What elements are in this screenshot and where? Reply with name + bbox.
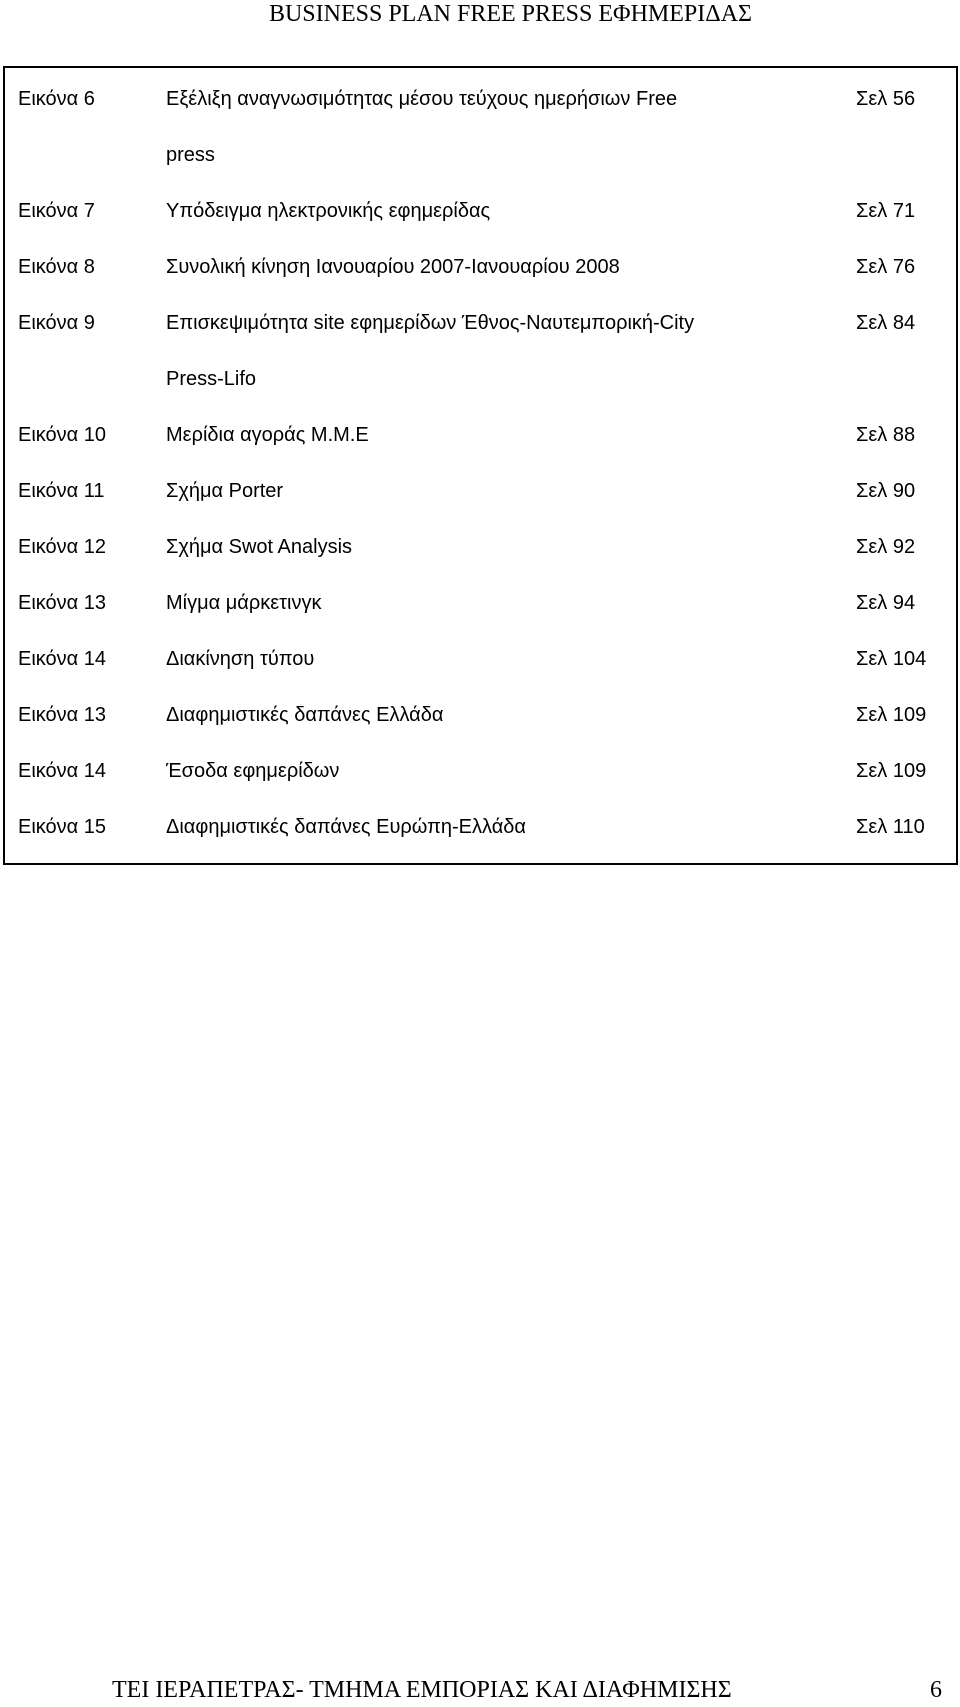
table-row: [4, 67, 957, 183]
figure-label: Εικόνα 11: [18, 480, 105, 502]
figure-title: Διακίνηση τύπου: [166, 648, 315, 670]
table-row: [4, 519, 957, 575]
figure-page: Σελ 92: [856, 536, 916, 558]
figure-label: Εικόνα 6: [18, 88, 95, 110]
figure-title: Μίγμα μάρκετινγκ: [166, 592, 322, 614]
figure-title: Διαφημιστικές δαπάνες Ευρώπη-Ελλάδα: [166, 816, 526, 838]
figure-label: Εικόνα 15: [18, 816, 107, 838]
figure-page: Σελ 84: [856, 312, 916, 334]
running-header: BUSINESS PLAN FREE PRESS ΕΦΗΜΕΡΙΔΑΣ: [268, 1, 752, 27]
figure-label: Εικόνα 14: [18, 760, 107, 782]
table-row: [4, 295, 957, 407]
figure-label: Εικόνα 12: [18, 536, 107, 558]
figure-page: Σελ 94: [856, 592, 916, 614]
figure-title: Σχήμα Swot Analysis: [166, 536, 353, 558]
figure-title: Συνολική κίνηση Ιανουαρίου 2007-Ιανουαρίου 2008: [166, 256, 620, 278]
figure-page: Σελ 90: [856, 480, 916, 502]
figure-title: Υπόδειγμα ηλεκτρονικής εφημερίδας: [166, 200, 491, 222]
table-row: [4, 463, 957, 519]
figure-title: Έσοδα εφημερίδων: [166, 760, 340, 782]
figure-page: Σελ 71: [856, 200, 916, 222]
figure-label: Εικόνα 10: [18, 424, 107, 446]
footer-text: ΤΕΙ ΙΕΡΑΠΕΤΡΑΣ- ΤΜΗΜΑ ΕΜΠΟΡΙΑΣ ΚΑΙ ΔΙΑΦΗΜΙΣΗΣ: [112, 1677, 732, 1703]
figure-page: Σελ 56: [856, 88, 916, 110]
figure-page: Σελ 104: [856, 648, 927, 670]
table-row: [4, 631, 957, 687]
figure-page: Σελ 88: [856, 424, 916, 446]
figure-label: Εικόνα 8: [18, 256, 95, 278]
figure-page: Σελ 109: [856, 760, 927, 782]
table-row: [4, 183, 957, 239]
figure-title-line: press: [166, 144, 215, 166]
figure-page: Σελ 76: [856, 256, 916, 278]
table-row: [4, 407, 957, 463]
figure-title: [154, 67, 848, 183]
figure-label: Εικόνα 7: [18, 200, 95, 222]
table-row: [4, 687, 957, 743]
figure-label: Εικόνα 13: [18, 592, 107, 614]
figure-label: Εικόνα 14: [18, 648, 107, 670]
page-number: 6: [930, 1677, 942, 1703]
figure-title-line: Εξέλιξη αναγνωσιμότητας μέσου τεύχους ημερήσιων Free: [166, 88, 678, 110]
figure-title-line: Επισκεψιμότητα site εφημερίδων Έθνος-Ναυτεμπορική-City: [166, 312, 695, 334]
figure-label: Εικόνα 9: [18, 312, 95, 334]
figure-title-line: Press-Lifo: [166, 368, 257, 390]
table-row: [4, 743, 957, 799]
figure-page: Σελ 109: [856, 704, 927, 726]
figure-page: Σελ 110: [856, 816, 925, 838]
figure-title: [154, 295, 848, 407]
figure-title: Σχήμα Porter: [166, 480, 284, 502]
figure-title: Διαφημιστικές δαπάνες Ελλάδα: [166, 704, 444, 726]
table-row: [4, 239, 957, 295]
table-row: [4, 799, 957, 864]
table-row: [4, 575, 957, 631]
figures-table: [3, 66, 958, 865]
figure-title: Μερίδια αγοράς Μ.Μ.Ε: [166, 424, 369, 446]
figure-label: Εικόνα 13: [18, 704, 107, 726]
